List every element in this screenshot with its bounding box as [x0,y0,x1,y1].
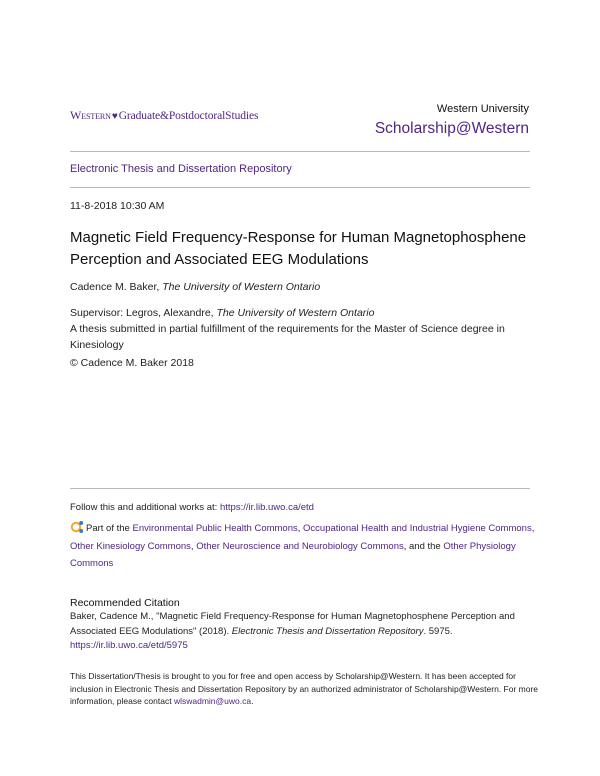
citation-body [70,610,540,654]
copyright-notice: © Cadence M. Baker 2018 [70,357,194,369]
commons-link-other-physiology[interactable]: Other Physiology Commons [70,540,516,569]
commons-link-other-kinesiology[interactable]: Other Kinesiology Commons [70,540,191,552]
separator: , [297,523,304,534]
university-name: Western University [436,103,529,115]
citation-heading: Recommended Citation [70,597,180,609]
publication-date: 11-8-2018 10:30 AM [70,200,165,212]
access-notice-text: This Dissertation/Thesis is brought to you for free and open access by Scholarship@Western. It has been accepted for inclusion in Electronic Thesis and Dissertation Repository by an authorized administrator of Scholarship@Western. For more information, please contact [70,671,538,706]
follow-url-link[interactable]: https://ir.lib.uwo.ca/etd [219,502,314,513]
follow-text: Follow this and additional works at: [70,502,220,513]
part-of-prefix: Part of the [86,523,133,534]
separator: , [531,523,535,534]
author-affiliation: The University of Western Ontario [162,281,321,293]
separator: , [190,540,197,552]
western-graduate-logo [70,108,258,123]
divider [70,151,530,152]
access-notice [70,670,540,708]
thesis-title: Magnetic Field Frequency-Response for Human Magnetophosphene Perception and Associated EEG Modulations [70,229,527,268]
divider [70,187,530,188]
citation-url-link[interactable]: https://ir.lib.uwo.ca/etd/5975 [70,640,188,651]
separator-and-the: , and the [403,540,444,552]
scholarship-brand-link[interactable]: Scholarship@Western [374,120,529,137]
contact-email-link[interactable]: wlswadmin@uwo.ca [173,696,252,706]
part-of-commons [70,520,540,573]
author-line: Cadence M. Baker, The University of Western Ontario [70,281,321,293]
supervisor-line [70,305,540,321]
access-notice-end: . [251,696,254,706]
author-name: Cadence M. Baker [70,281,157,293]
commons-link-environmental-public-health[interactable]: Environmental Public Health Commons [132,523,298,534]
divider [70,488,530,489]
citation-journal: Electronic Thesis and Dissertation Repository [231,625,424,637]
logo-western-text: Western [70,108,111,122]
citation-number: . 5975. [423,625,453,637]
follow-line [70,502,314,513]
network-share-icon [70,520,84,534]
logo-graduate-text: Graduate&PostdoctoralStudies [118,110,259,122]
shield-crest-icon: ♥ [111,111,118,122]
repository-link[interactable]: Electronic Thesis and Dissertation Repository [70,163,292,175]
thesis-description: A thesis submitted in partial fulfillment of the requirements for the Master of Science degree in Kinesiology [70,323,505,351]
citation-text: Baker, Cadence M., "Magnetic Field Frequency-Response for Human Magnetophosphene Perception and Associated EEG Modulations" (2018). [70,611,515,637]
supervisor-affiliation: The University of Western Ontario [216,307,375,319]
supervisor-name: Supervisor: Legros, Alexandre, [70,307,217,319]
commons-link-occupational-health[interactable]: Occupational Health and Industrial Hygiene Commons [303,523,532,534]
commons-link-other-neuroscience[interactable]: Other Neuroscience and Neurobiology Commons [196,540,404,552]
